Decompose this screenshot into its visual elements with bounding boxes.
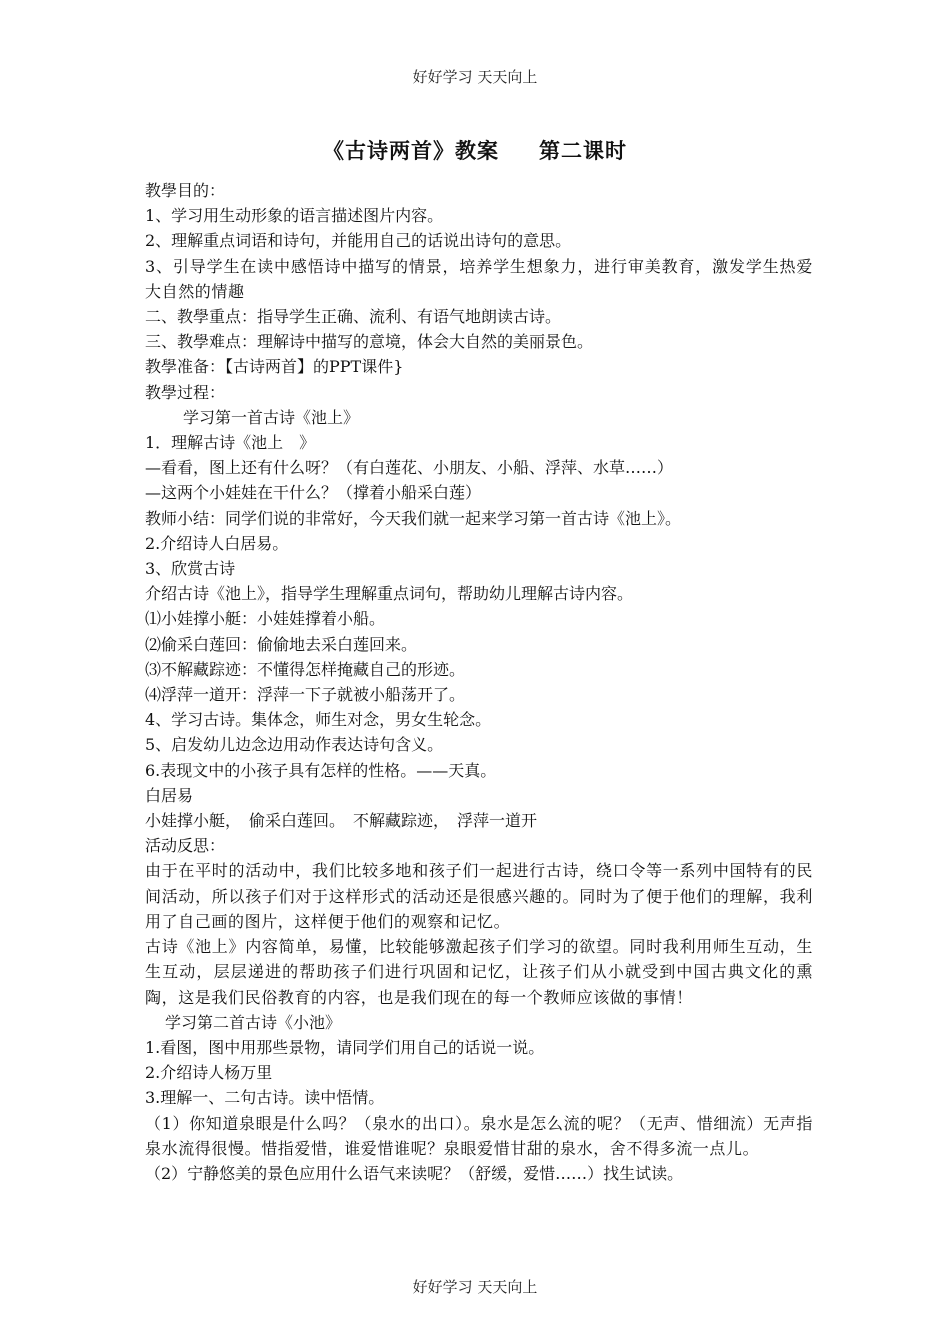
explanation-2: ⑵偷采白莲回：偷偷地去采白莲回来。 <box>145 634 418 654</box>
title-lesson: 第二课时 <box>539 138 627 163</box>
teaching-focus: 二、教學重点：指导学生正确、流利、有语气地朗读古诗。 <box>145 307 562 327</box>
document-title <box>0 135 950 165</box>
question-1: —看看，图上还有什么呀？（有白莲花、小朋友、小船、浮萍、水草……） <box>145 458 674 478</box>
question-2: —这两个小娃娃在干什么？（撑着小船采白莲） <box>145 483 482 503</box>
explanation-1: ⑴小娃撑小艇：小娃娃撑着小船。 <box>145 609 386 629</box>
step-4: 4、学习古诗。集体念，师生对念，男女生轮念。 <box>145 710 492 730</box>
poem-2-heading: 学习第二首古诗《小池》 <box>165 1012 342 1032</box>
teaching-process-heading: 教學过程： <box>145 382 226 402</box>
poem-2-question-2: （2）宁静悠美的景色应用什么语气来读呢？（舒缓，爱惜……）找生试读。 <box>145 1163 684 1183</box>
reflection-heading: 活动反思： <box>145 836 226 856</box>
title-main: 《古诗两首》教案 <box>323 138 499 163</box>
explanation-3: ⑶不解藏踪迹：不懂得怎样掩藏自己的形迹。 <box>145 659 466 679</box>
teaching-preparation: 教學准备：【古诗两首】的PPT课件} <box>145 357 404 377</box>
explanation-4: ⑷浮萍一道开：浮萍一下子就被小船荡开了。 <box>145 685 466 705</box>
poem-1-heading: 学习第一首古诗《池上》 <box>183 407 360 427</box>
poem-2-step-1: 1.看图，图中用那些景物，请同学们用自己的话说一说。 <box>145 1037 545 1057</box>
poem-intro: 介绍古诗《池上》，指导学生理解重点词句，帮助幼儿理解古诗内容。 <box>145 584 634 604</box>
poem-2-step-3: 3.理解一、二句古诗。读中悟情。 <box>145 1088 385 1108</box>
page-footer: 好好学习 天天向上 <box>412 1278 538 1296</box>
goal-1: 1、学习用生动形象的语言描述图片内容。 <box>145 206 444 226</box>
page-header: 好好学习 天天向上 <box>412 68 538 86</box>
poem-2-step-2: 2.介绍诗人杨万里 <box>145 1063 273 1083</box>
reflection-paragraph-2: 古诗《池上》内容简单，易懂，比较能够激起孩子们学习的欲望。同时我利用师生互动，生生互动，层层递进的帮助孩子们进行巩固和记忆，让孩子们从小就受到中国古典文化的熏陶，这是我们民俗教育的内容，也是我们现在的每一个教师应该做的事情！ <box>145 937 813 1007</box>
teaching-goals-heading: 教學目的： <box>145 181 226 200</box>
reflection-paragraph-1: 由于在平时的活动中，我们比较多地和孩子们一起进行古诗，绕口令等一系列中国特有的民间活动，所以孩子们对于这样形式的活动还是很感兴趣的。同时为了便于他们的理解，我利用了自己画的图片，这样便于他们的观察和记忆。 <box>145 861 813 931</box>
step-2: 2.介绍诗人白居易。 <box>145 533 289 553</box>
poem-2-question-1: （1）你知道泉眼是什么吗？（泉水的出口）。泉水是怎么流的呢？（无声、惜细流）无声指泉水流得很慢。惜指爱惜，谁爱惜谁呢？泉眼爱惜甘甜的泉水，舍不得多流一点儿。 <box>145 1113 813 1158</box>
document-body <box>145 178 813 1186</box>
step-3: 3、欣赏古诗 <box>145 559 236 579</box>
step-1: 1．理解古诗《池上 》 <box>145 433 316 453</box>
teacher-summary: 教师小结：同学们说的非常好，今天我们就一起来学习第一首古诗《池上》。 <box>145 508 682 528</box>
poet-name: 白居易 <box>145 785 194 805</box>
goal-3: 3、引导学生在读中感悟诗中描写的情景，培养学生想象力，进行审美教育，激发学生热爱大自然的情趣 <box>145 256 813 301</box>
poem-text: 小娃撑小艇， 偷采白莲回。 不解藏踪迹， 浮萍一道开 <box>145 811 538 831</box>
step-5: 5、启发幼儿边念边用动作表达诗句含义。 <box>145 735 444 755</box>
goal-2: 2、理解重点词语和诗句，并能用自己的话说出诗句的意思。 <box>145 231 572 251</box>
teaching-difficulty: 三、教學难点：理解诗中描写的意境，体会大自然的美丽景色。 <box>145 332 594 352</box>
step-6: 6.表现文中的小孩子具有怎样的性格。——天真。 <box>145 760 497 780</box>
